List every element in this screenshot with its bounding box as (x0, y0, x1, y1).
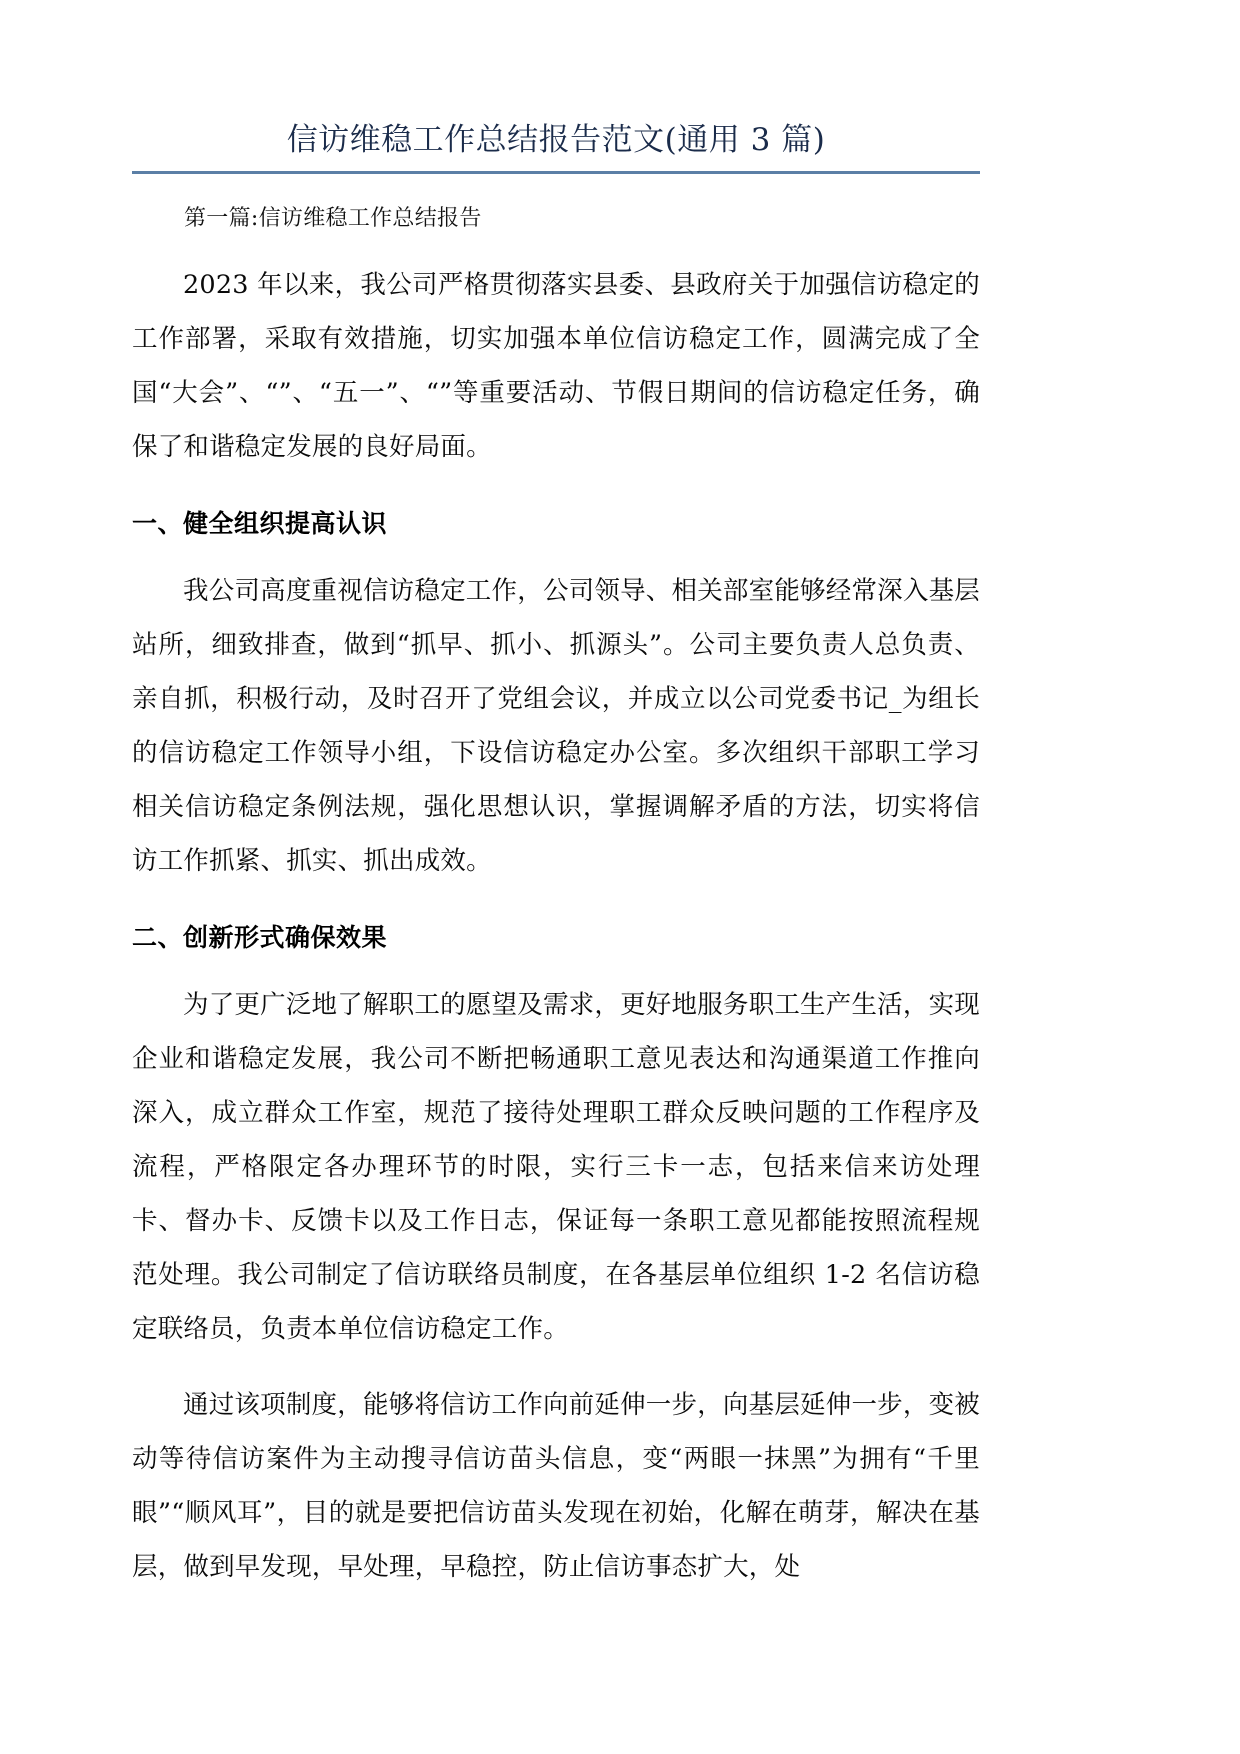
section-2-paragraph-1: 为了更广泛地了解职工的愿望及需求，更好地服务职工生产生活，实现企业和谐稳定发展，我公司不断把畅通职工意见表达和沟通渠道工作推向深入，成立群众工作室，规范了接待处理职工群众反映问题的工作程序及流程，严格限定各办理环节的时限，实行三卡一志，包括来信来访处理卡、督办卡、反馈卡以及工作日志，保证每一条职工意见都能按照流程规范处理。我公司制定了信访联络员制度，在各基层单位组织 1-2 名信访稳定联络员，负责本单位信访稳定工作。 (132, 990, 980, 1344)
body-block-3 (132, 978, 980, 1356)
page-title: 信访维稳工作总结报告范文(通用 3 篇) (286, 122, 826, 158)
section-1-paragraph: 我公司高度重视信访稳定工作，公司领导、相关部室能够经常深入基层站所，细致排查，做到“抓早、抓小、抓源头”。公司主要负责人总负责、亲自抓，积极行动，及时召开了党组会议，并成立以公司党委书记_为组长的信访稳定工作领导小组，下设信访稳定办公室。多次组织干部职工学习相关信访稳定条例法规，强化思想认识，掌握调解矛盾的方法，切实将信访工作抓紧、抓实、抓出成效。 (132, 576, 980, 876)
title-divider (132, 171, 980, 174)
heading-block-2 (132, 912, 980, 964)
body-block-4 (132, 1378, 980, 1594)
body-block-1 (132, 258, 980, 474)
page-content (132, 0, 980, 1594)
body-block-2 (132, 564, 980, 888)
section-heading-1: 一、健全组织提高认识 (132, 509, 388, 538)
heading-block-1 (132, 498, 980, 550)
intro-paragraph: 2023 年以来，我公司严格贯彻落实县委、县政府关于加强信访稳定的工作部署，采取有效措施，切实加强本单位信访稳定工作，圆满完成了全国“大会”、“”、“五一”、“”等重要活动、节假日期间的信访稳定任务，确保了和谐稳定发展的良好局面。 (132, 270, 980, 462)
document-subtitle: 第一篇:信访维稳工作总结报告 (184, 206, 482, 231)
section-heading-2: 二、创新形式确保效果 (132, 923, 388, 952)
title-block (132, 118, 980, 174)
section-2-paragraph-2: 通过该项制度，能够将信访工作向前延伸一步，向基层延伸一步，变被动等待信访案件为主动搜寻信访苗头信息，变“两眼一抹黑”为拥有“千里眼”“顺风耳”，目的就是要把信访苗头发现在初始，化解在萌芽，解决在基层，做到早发现，早处理，早稳控，防止信访事态扩大，处 (132, 1390, 980, 1582)
